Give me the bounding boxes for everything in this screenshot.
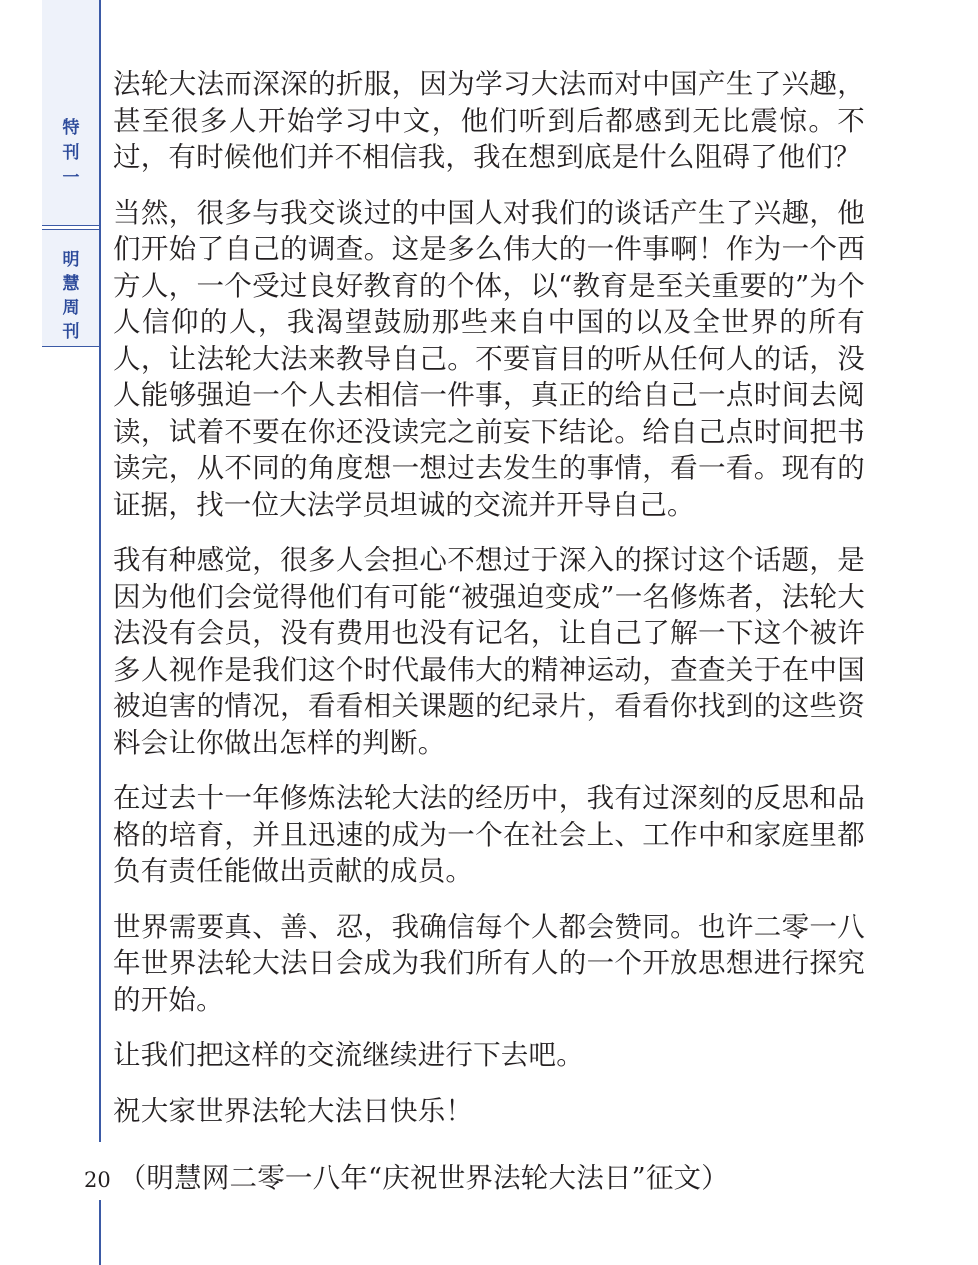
sidebar-tab-char: 特 <box>62 118 80 138</box>
sidebar-tab-char: 一 <box>62 168 80 188</box>
paragraph: 让我们把这样的交流继续进行下去吧。 <box>113 1039 584 1071</box>
sidebar-tab-special-issue-label <box>42 116 100 191</box>
paragraph: 当然，很多与我交谈过的中国人对我们的谈话产生了兴趣，他们开始了自己的调查。这是多么伟大的一件事啊！作为一个西方人，一个受过良好教育的个体，以“教育是至关重要的”为个人信仰的人，我渴望鼓励那些来自中国的以及全世界的所有人，让法轮大法来教导自己。不要盲目的听从任何人的话，没人能够强迫一个人去相信一件事，真正的给自己一点时间去阅读，试着不要在你还没读完之前妄下结论。给自己点时间把书读完，从不同的角度想一想过去发生的事情，看一看。现有的证据，找一位大法学员坦诚的交流并开导自己。 <box>113 196 865 521</box>
sidebar-tab-special-issue <box>42 0 100 226</box>
margin-rule <box>99 0 101 1142</box>
article-body <box>113 66 865 1148</box>
sidebar-tab-minghui-weekly <box>42 229 100 347</box>
sidebar-tab-char: 刊 <box>62 143 80 163</box>
margin-rule-footer <box>99 1200 101 1265</box>
paragraph: 祝大家世界法轮大法日快乐！ <box>113 1094 474 1127</box>
sidebar-tab-char: 明 <box>62 250 80 270</box>
sidebar-tab-char: 慧 <box>62 274 80 294</box>
paragraph: 我有种感觉，很多人会担心不想过于深入的探讨这个话题，是因为他们会觉得他们有可能“被强迫变成”一名修炼者，法轮大法没有会员，没有费用也没有记名，让自己了解一下这个被许多人视作是我们这个时代最伟大的精神运动，查查关于在中国被迫害的情况，看看相关课题的纪录片，看看你找到的这些资料会让你做出怎样的判断。 <box>113 544 865 759</box>
paragraph: 法轮大法而深深的折服，因为学习大法而对中国产生了兴趣，甚至很多人开始学习中文，他们听到后都感到无比震惊。不过，有时候他们并不相信我，我在想到底是什么阻碍了他们？ <box>113 68 865 173</box>
paragraph: 在过去十一年修炼法轮大法的经历中，我有过深刻的反思和品格的培育，并且迅速的成为一个在社会上、工作中和家庭里都负有责任能做出贡献的成员。 <box>113 782 865 887</box>
source-caption: （明慧网二零一八年“庆祝世界法轮大法日”征文） <box>118 1162 729 1194</box>
paragraph: 世界需要真、善、忍，我确信每个人都会赞同。也许二零一八年世界法轮大法日会成为我们所有人的一个开放思想进行探究的开始。 <box>113 910 865 1016</box>
page-footer <box>84 1155 729 1195</box>
sidebar-tab-char: 刊 <box>62 322 80 342</box>
sidebar-tab-minghui-weekly-label <box>42 248 100 344</box>
page-number: 20 <box>84 1168 111 1192</box>
sidebar-tab-char: 周 <box>62 298 80 318</box>
